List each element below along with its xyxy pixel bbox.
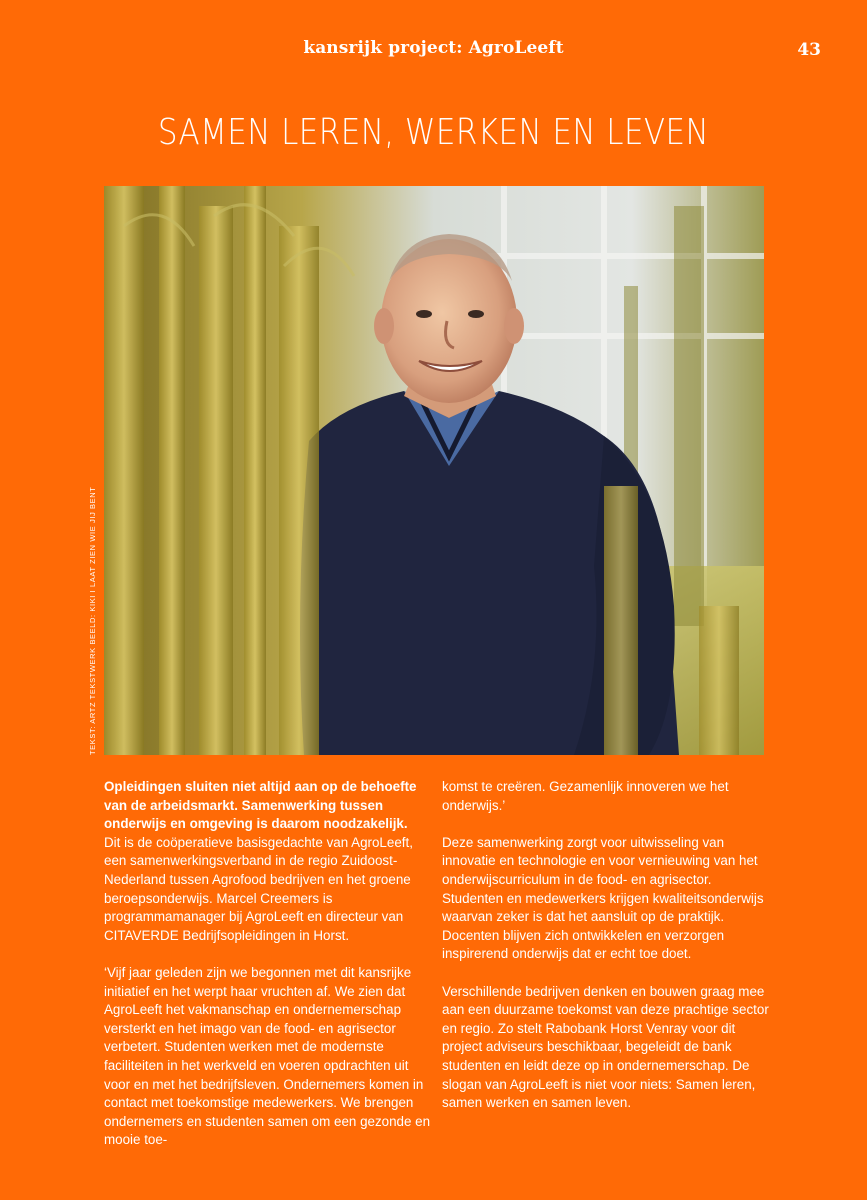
page-header bbox=[0, 38, 867, 68]
article-paragraph-4: Verschillende bedrijven denken en bouwen graag mee aan een duurzame toekomst van deze prachtige sector en regio. Zo stelt Rabobank Horst Venray voor dit project adviseurs beschikbaar, begeleidt de bank studenten en leidt deze op in ondernemerschap. De slogan van AgroLeeft is niet voor niets: Samen leren, samen werken en samen leven. bbox=[442, 983, 769, 1111]
page-number: 43 bbox=[797, 40, 821, 60]
article-paragraph-1: Dit is de coöperatieve basisgedachte van AgroLeeft, een samenwerkingsverband in de regio Zuidoost-Nederland tussen Agrofood bedrijven en het groene beroepsonderwijs. Marcel Creemers is programmamanager bij AgroLeeft en directeur van CITAVERDE Bedrijfsopleidingen in Horst. bbox=[104, 834, 413, 943]
portrait-illustration bbox=[104, 186, 764, 755]
article-column-right bbox=[442, 778, 770, 1113]
article-title: SAMEN LEREN, WERKEN EN LEVEN bbox=[157, 112, 710, 153]
article-paragraph-2-continued: komst te creëren. Gezamenlijk innoveren we het onderwijs.’ bbox=[442, 779, 729, 813]
article-paragraph-3: Deze samenwerking zorgt voor uitwisseling van innovatie en technologie en voor vernieuwing van het onderwijscurriculum in de food- en agrisector. Studenten en medewerkers krijgen kwaliteitsonderwijs waarvan zeker is dat het aansluit op de praktijk. Docenten blijven zich ontwikkelen en verzorgen inspirerend onderwijs dat er echt toe doet. bbox=[442, 834, 764, 962]
article-lead: Opleidingen sluiten niet altijd aan op de behoefte van de arbeidsmarkt. Samenwerking tussen onderwijs en omgeving is daarom noodzakelijk. bbox=[104, 779, 417, 832]
section-title: kansrijk project: AgroLeeft bbox=[303, 38, 564, 58]
photo-credit: TEKST: ARTZ TEKSTWERK BEELD: KIKI I LAAT ZIEN WIE JIJ BENT bbox=[88, 486, 97, 755]
portrait-photo bbox=[104, 186, 764, 755]
article-column-left bbox=[104, 778, 432, 1150]
article-paragraph-2: ‘Vijf jaar geleden zijn we begonnen met dit kansrijke initiatief en het werpt haar vruchten af. We zien dat AgroLeeft het vakmanschap en ondernemerschap versterkt en het imago van de food- en agrisector verbetert. Studenten werken met de modernste faciliteiten in het werkveld en voeren opdrachten uit voor en met het bedrijfsleven. Ondernemers komen in contact met toekomstige medewerkers. We brengen ondernemers en studenten samen om een gezonde en mooie toe- bbox=[104, 964, 431, 1148]
